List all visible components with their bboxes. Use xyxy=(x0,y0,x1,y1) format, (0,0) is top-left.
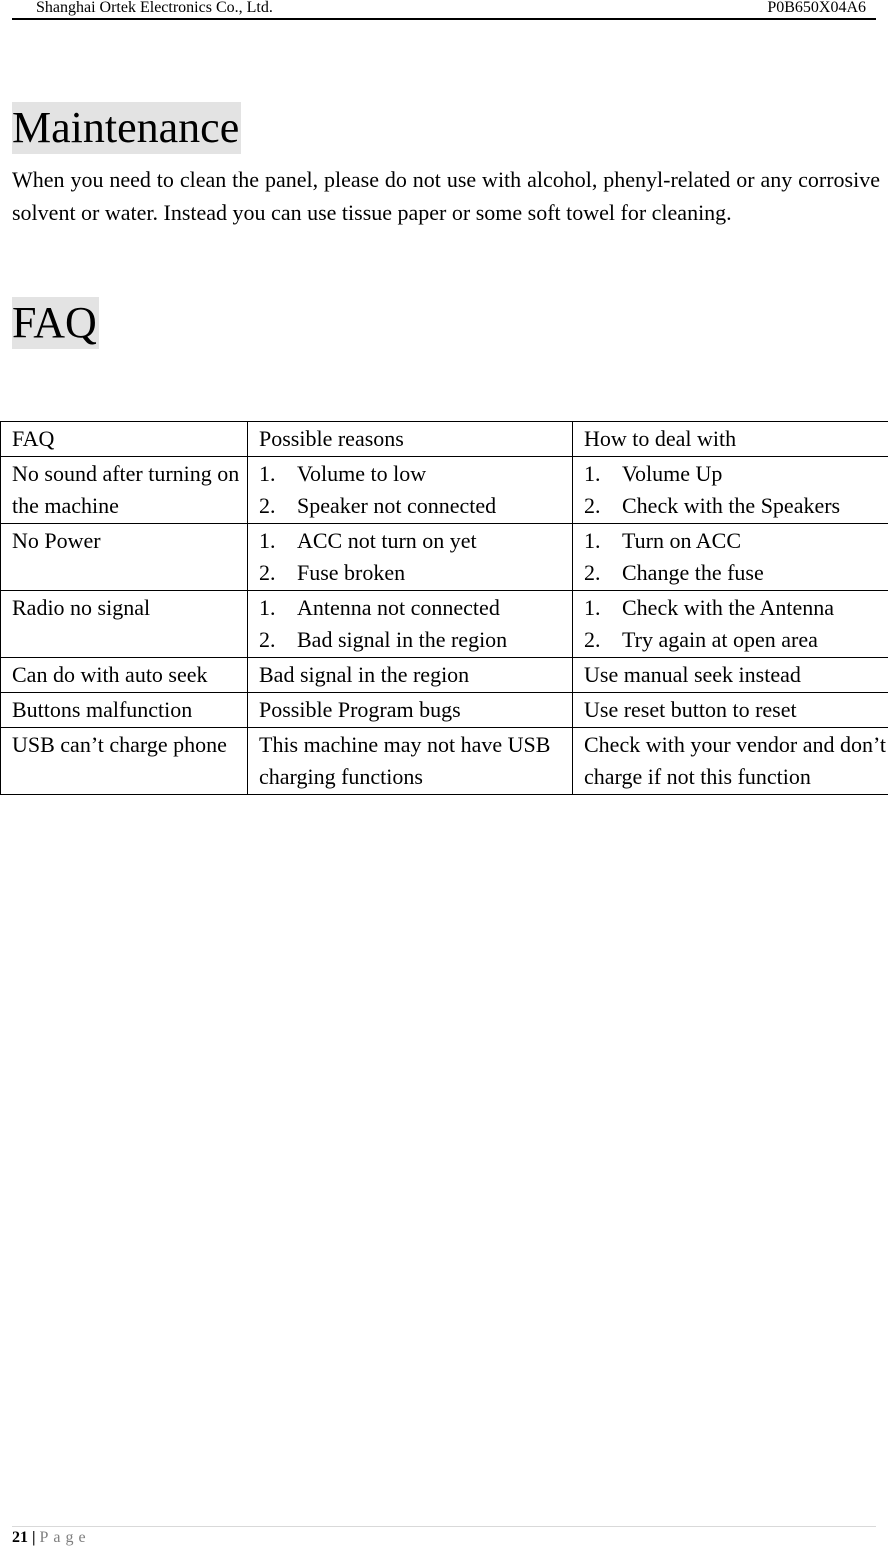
list-item xyxy=(259,458,572,490)
faq-table xyxy=(0,421,888,795)
list-item-text: Speaker not connected xyxy=(297,493,497,518)
list-item xyxy=(584,592,888,624)
list-item-text: Antenna not connected xyxy=(297,595,500,620)
faq-question-cell: USB can’t charge phone xyxy=(1,728,248,795)
list-item-text: Volume to low xyxy=(297,461,427,486)
table-row xyxy=(1,658,888,693)
list-item-number: 1. xyxy=(584,595,601,620)
faq-reasons-cell xyxy=(248,457,573,524)
table-row xyxy=(1,457,888,524)
list-item xyxy=(259,624,572,656)
maintenance-paragraph: When you need to clean the panel, please do not use with alcohol, phenyl-related or any corrosive solvent or water. Instead you can use tissue paper or some soft towel for cleaning. xyxy=(12,167,880,225)
page-footer xyxy=(12,1526,876,1547)
faq-question-cell: Buttons malfunction xyxy=(1,693,248,728)
document-code: P0B650X04A6 xyxy=(767,0,866,16)
list-item-text: ACC not turn on yet xyxy=(297,528,477,553)
faq-reasons-cell: Bad signal in the region xyxy=(248,658,573,693)
list-item-text: Bad signal in the region xyxy=(297,627,508,652)
company-name: Shanghai Ortek Electronics Co., Ltd. xyxy=(36,0,273,16)
faq-solutions-cell xyxy=(573,524,888,591)
list-item xyxy=(259,525,572,557)
solutions-list xyxy=(584,592,888,656)
faq-solutions-cell: Use manual seek instead xyxy=(573,658,888,693)
faq-question-cell: No Power xyxy=(1,524,248,591)
reasons-list xyxy=(259,525,572,589)
list-item-text: Volume Up xyxy=(622,461,723,486)
list-item xyxy=(584,490,888,522)
list-item-number: 1. xyxy=(259,595,276,620)
column-header-possible-reasons: Possible reasons xyxy=(248,422,573,457)
table-row xyxy=(1,728,888,795)
list-item-text: Turn on ACC xyxy=(622,528,742,553)
faq-reasons-cell xyxy=(248,591,573,658)
list-item xyxy=(259,592,572,624)
list-item xyxy=(259,490,572,522)
faq-solutions-cell xyxy=(573,591,888,658)
reasons-list xyxy=(259,458,572,522)
faq-question-cell: Radio no signal xyxy=(1,591,248,658)
faq-solutions-cell xyxy=(573,457,888,524)
page-header xyxy=(12,0,876,20)
list-item xyxy=(584,458,888,490)
page-number: 21 xyxy=(12,1529,28,1546)
list-item-number: 1. xyxy=(259,528,276,553)
list-item-number: 1. xyxy=(584,461,601,486)
faq-solutions-cell: Check with your vendor and don’t charge if not this function xyxy=(573,728,888,795)
faq-solutions-cell: Use reset button to reset xyxy=(573,693,888,728)
list-item-number: 1. xyxy=(259,461,276,486)
table-row xyxy=(1,591,888,658)
column-header-how-to-deal-with: How to deal with xyxy=(573,422,888,457)
list-item-number: 2. xyxy=(584,493,601,518)
list-item-text: Change the fuse xyxy=(622,560,764,585)
list-item xyxy=(584,525,888,557)
list-item-number: 2. xyxy=(259,627,276,652)
faq-heading: FAQ xyxy=(12,298,97,347)
page-label: Page xyxy=(39,1529,91,1546)
list-item xyxy=(259,557,572,589)
table-row xyxy=(1,524,888,591)
list-item-text: Try again at open area xyxy=(622,627,818,652)
maintenance-heading: Maintenance xyxy=(12,103,240,152)
reasons-list xyxy=(259,592,572,656)
list-item-text: Check with the Speakers xyxy=(622,493,841,518)
list-item-text: Fuse broken xyxy=(297,560,406,585)
faq-question-cell: Can do with auto seek xyxy=(1,658,248,693)
table-row xyxy=(1,693,888,728)
solutions-list xyxy=(584,458,888,522)
list-item-number: 1. xyxy=(584,528,601,553)
column-header-faq: FAQ xyxy=(1,422,248,457)
list-item-number: 2. xyxy=(584,560,601,585)
list-item-number: 2. xyxy=(259,560,276,585)
footer-separator: | xyxy=(32,1529,36,1546)
list-item-number: 2. xyxy=(584,627,601,652)
list-item-number: 2. xyxy=(259,493,276,518)
faq-table-header-row xyxy=(1,422,888,457)
list-item-text: Check with the Antenna xyxy=(622,595,835,620)
faq-reasons-cell xyxy=(248,524,573,591)
list-item xyxy=(584,624,888,656)
faq-reasons-cell: Possible Program bugs xyxy=(248,693,573,728)
faq-question-cell: No sound after turning on the machine xyxy=(1,457,248,524)
faq-table-body xyxy=(1,457,888,795)
list-item xyxy=(584,557,888,589)
faq-reasons-cell: This machine may not have USB charging functions xyxy=(248,728,573,795)
solutions-list xyxy=(584,525,888,589)
